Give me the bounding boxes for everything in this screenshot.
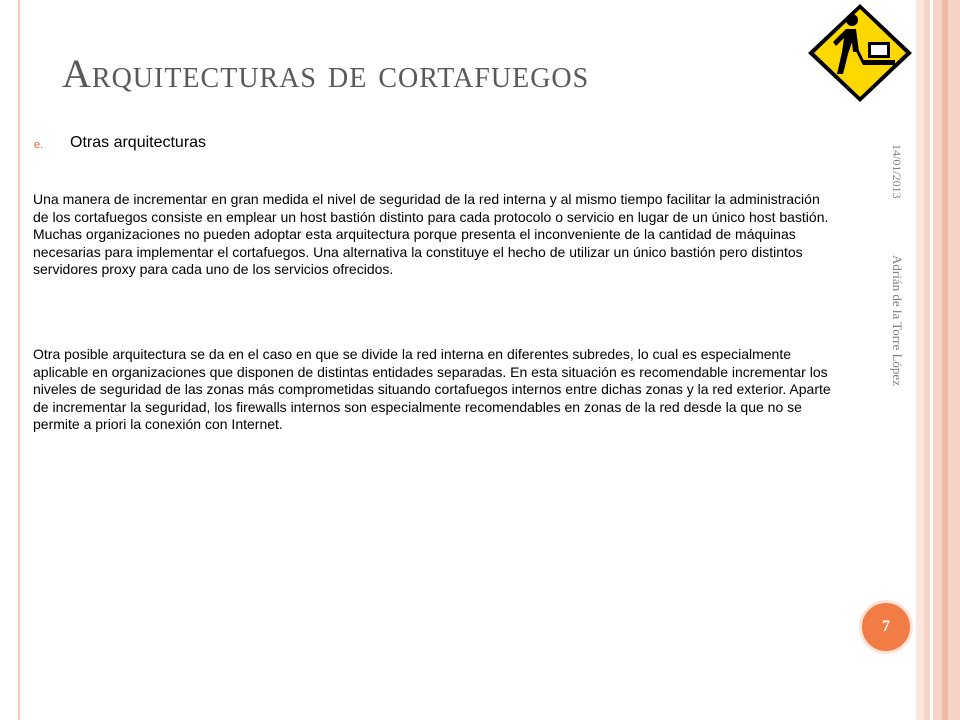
right-decorative-band: [916, 0, 960, 720]
subheading: Otras arquitecturas: [70, 134, 207, 151]
body-paragraph: Otra posible arquitectura se da en el caso en que se divide la red interna en diferentes subredes, lo cual es especialmente aplicable en organizaciones que disponen de distintas entidades separadas. En esta situación es recomendable incrementar los niveles de seguridad de las zonas más comprometidas situando cortafuegos internos entre dichas zonas y la red exterior. Aparte de incrementar la seguridad, los firewalls internos son especialmente recomendables en zonas de la red desde la que no se permite a priori la conexión con Internet.: [33, 346, 831, 432]
left-decorative-rule: [18, 0, 20, 720]
right-band-stripe: [930, 0, 933, 720]
right-band-stripe: [916, 0, 924, 720]
slide-title: Arquitecturas de cortafuegos: [62, 51, 590, 96]
under-construction-sign-icon: [806, 2, 914, 104]
slide-date: 14/01/2013: [890, 144, 904, 199]
body-paragraph: Una manera de incrementar en gran medida el nivel de seguridad de la red interna y al mismo tiempo facilitar la administración de los cortafuegos consiste en emplear un host bastión distinto para cada protocolo o servicio en lugar de un único host bastión. Muchas organizaciones no pueden adoptar esta arquitectura porque presenta el inconveniente de la cantidad de máquinas necesarias para implementar el cortafuegos. Una alternativa la constituye el hecho de utilizar un único bastión pero distintos servidores proxy para cada uno de los servicios ofrecidos.: [33, 191, 829, 277]
right-band-stripe: [942, 0, 948, 720]
page-number: 7: [882, 618, 890, 635]
bullet-marker: e.: [34, 139, 44, 151]
page-number-badge: [859, 600, 913, 654]
slide-author: Adrián de la Torre López: [890, 255, 905, 386]
